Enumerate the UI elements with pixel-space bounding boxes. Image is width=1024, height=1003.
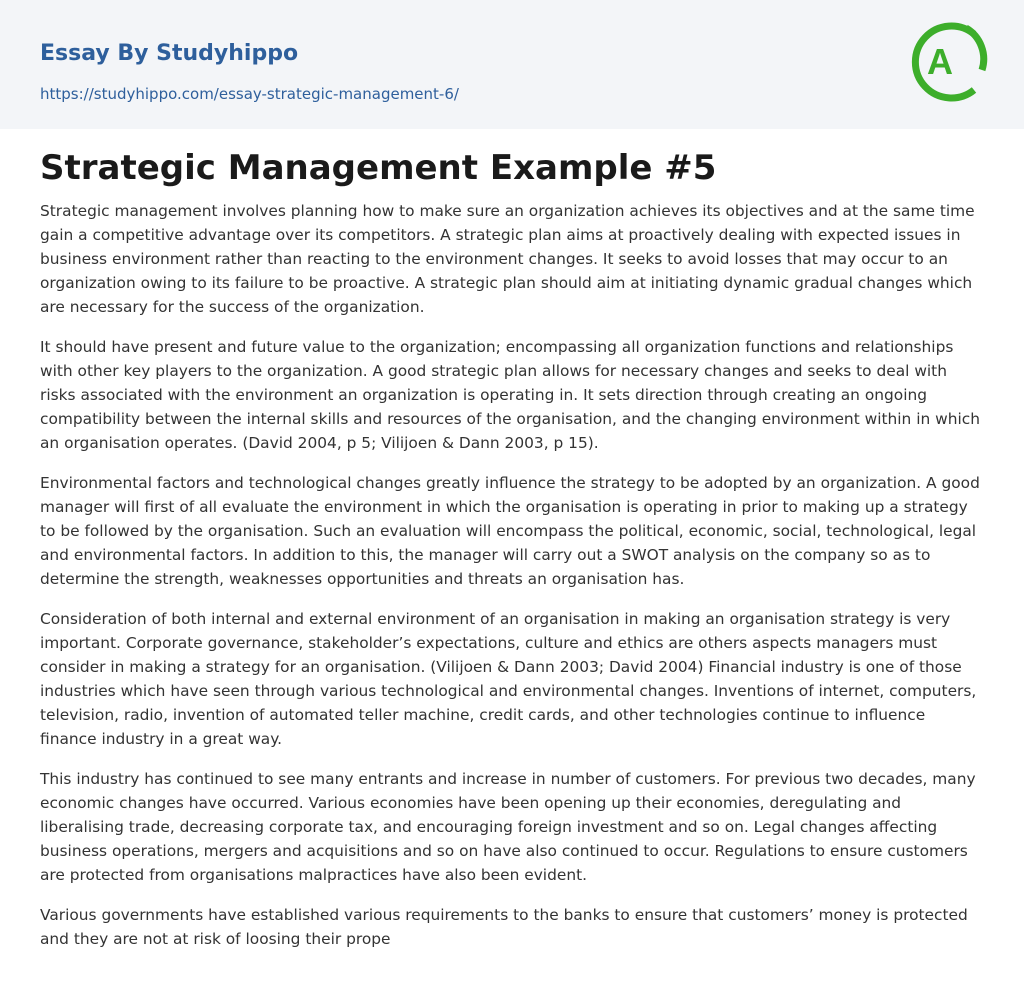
logo-letter: A	[927, 41, 953, 82]
logo-icon[interactable]	[910, 18, 988, 106]
paragraph: Strategic management involves planning how to make sure an organization achieves its objectives and at the same time gain a competitive advantage over its competitors. A strategic plan aims at proactively dealing with expected issues in business environment rather than reacting to the environment changes. It seeks to avoid losses that may occur to an organization owing to its failure to be proactive. A strategic plan should aim at initiating dynamic gradual changes which are necessary for the success of the organization.	[40, 202, 975, 316]
paragraph: Consideration of both internal and external environment of an organisation in making an organisation strategy is very important. Corporate governance, stakeholder’s expectations, culture and ethics are others aspects managers must consider in making a strategy for an organisation. (Vilijoen & Dann 2003; David 2004) Financial industry is one of those industries which have seen through various technological and environmental changes. Inventions of internet, computers, television, radio, invention of automated teller machine, credit cards, and other technologies continue to influence finance industry in a great way.	[40, 610, 977, 748]
site-brand[interactable]: Essay By Studyhippo	[40, 41, 299, 66]
paragraph: Various governments have established various requirements to the banks to ensure that customers’ money is protected and they are not at risk of loosing their prope	[40, 906, 968, 948]
article-title: Strategic Management Example #5	[40, 148, 717, 188]
paragraph: It should have present and future value to the organization; encompassing all organization functions and relationships with other key players to the organization. A good strategic plan allows for necessary changes and seeks to deal with risks associated with the environment an organization is operating in. It sets direction through creating an ongoing compatibility between the internal skills and resources of the organisation, and the changing environment within in which an organisation operates. (David 2004, p 5; Vilijoen & Dann 2003, p 15).	[40, 338, 980, 452]
paragraph: This industry has continued to see many entrants and increase in number of customers. For previous two decades, many economic changes have occurred. Various economies have been opening up their economies, deregulating and liberalising trade, decreasing corporate tax, and encouraging foreign investment and so on. Legal changes affecting business operations, mergers and acquisitions and so on have also continued to occur. Regulations to ensure customers are protected from organisations malpractices have also been evident.	[40, 770, 976, 884]
article-body	[0, 147, 1024, 951]
paragraph: Environmental factors and technological changes greatly influence the strategy to be adopted by an organization. A good manager will first of all evaluate the environment in which the organisation is operating in prior to making up a strategy to be followed by the organisation. Such an evaluation will encompass the political, economic, social, technological, legal and environmental factors. In addition to this, the manager will carry out a SWOT analysis on the company so as to determine the strength, weaknesses opportunities and threats an organisation has.	[40, 474, 980, 588]
essay-url-link[interactable]: https://studyhippo.com/essay-strategic-management-6/	[40, 85, 459, 103]
site-header	[0, 0, 1024, 129]
